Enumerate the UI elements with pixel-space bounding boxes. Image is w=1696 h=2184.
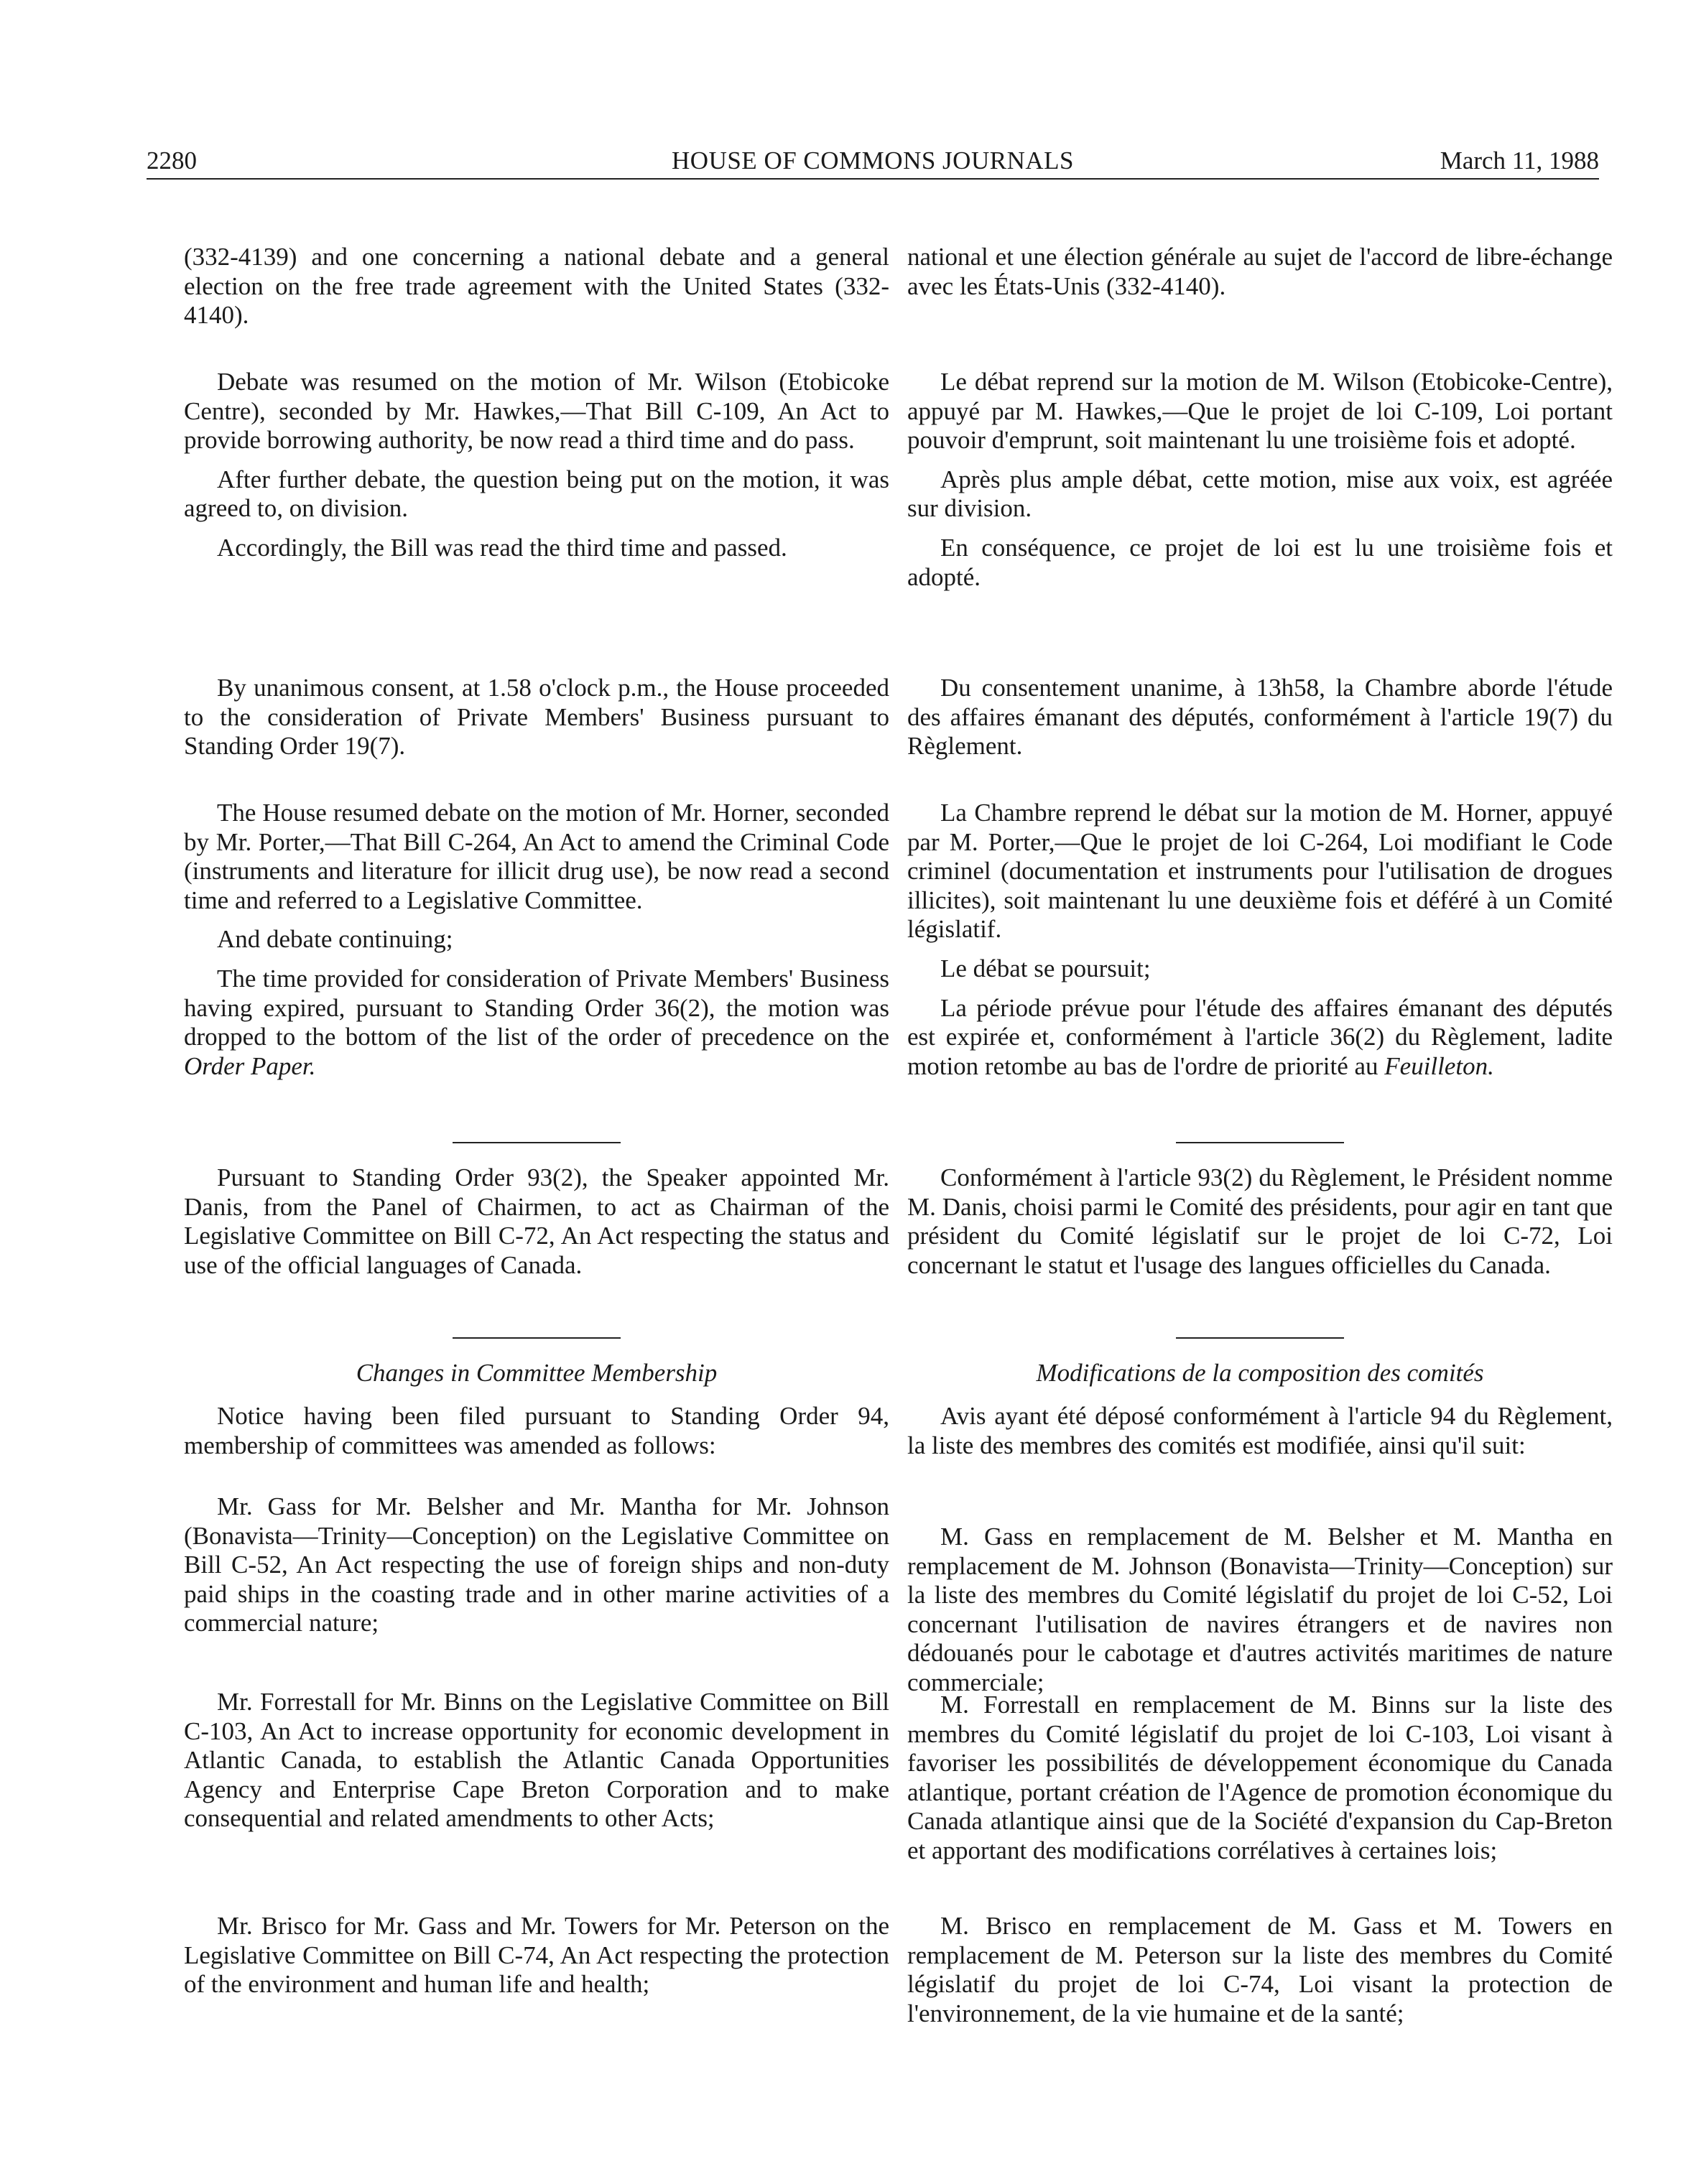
- en-divider-1: [453, 1142, 621, 1143]
- fr-notice-paragraph: Avis ayant été déposé conformément à l'article 94 du Règlement, la liste des membres des comités est modifiée, ainsi qu'il suit:: [907, 1402, 1613, 1459]
- en-c74-block: [184, 1912, 889, 1999]
- en-continuation-paragraph: (332-4139) and one concerning a national debate and a general election on the free trade agreement with the United States (332-4140).: [184, 243, 889, 330]
- en-order-paper-italic: Order Paper.: [184, 1051, 316, 1080]
- fr-c74-membership-paragraph: M. Brisco en remplacement de M. Gass et M. Towers en remplacement de M. Peterson sur la liste des membres du Comité législatif du projet de loi C-74, Loi visant la protection de l'environnement, de la vie humaine et de la santé;: [907, 1912, 1613, 2027]
- fr-divider-1: [1176, 1142, 1344, 1143]
- en-bill-c109-block: [184, 368, 889, 563]
- en-bill-passed-paragraph: Accordingly, the Bill was read the third time and passed.: [217, 533, 787, 562]
- journal-date: March 11, 1988: [1440, 147, 1599, 175]
- fr-continuation-block: [907, 243, 1613, 301]
- en-bill-c264-block: [184, 799, 889, 1081]
- fr-c52-membership-paragraph: M. Gass en remplacement de M. Belsher et M. Mantha en remplacement de M. Johnson (Bonavista—Trinity—Conception) sur la liste des membres du Comité législatif du projet de loi C-52, Loi concernant l'utilisation de navires étrangers et de navires non dédouanés pour le cabotage et d'autres activités maritimes de nature commerciale;: [907, 1523, 1613, 1696]
- en-debate-continuing-paragraph: And debate continuing;: [217, 925, 453, 954]
- en-c103-block: [184, 1688, 889, 1834]
- fr-chairman-appointment-paragraph: Conformément à l'article 93(2) du Règlement, le Président nomme M. Danis, choisi parmi le Comité des présidents, pour agir en tant que président du Comité législatif sur le projet de loi C-72, Loi concernant le statut et l'usage des langues officielles du Canada.: [907, 1163, 1613, 1279]
- fr-unanimous-consent-paragraph: Du consentement unanime, à 13h58, la Chambre aborde l'étude des affaires émanant des députés, conformément à l'article 19(7) du Règlement.: [907, 674, 1613, 761]
- page-number: 2280: [147, 147, 197, 175]
- fr-c74-block: [907, 1912, 1613, 2028]
- en-chairman-appointment-paragraph: Pursuant to Standing Order 93(2), the Speaker appointed Mr. Danis, from the Panel of Chairmen, to act as Chairman of the Legislative Committee on Bill C-72, An Act respecting the status and use of the official languages of Canada.: [184, 1163, 889, 1279]
- fr-bill-c264-block: [907, 799, 1613, 1081]
- en-section-heading: Changes in Committee Membership: [356, 1359, 718, 1387]
- journal-title: HOUSE OF COMMONS JOURNALS: [672, 147, 1074, 175]
- en-c103-membership-paragraph: Mr. Forrestall for Mr. Binns on the Legislative Committee on Bill C-103, An Act to increase opportunity for economic development in Atlantic Canada, to establish the Atlantic Canada Opportunities Agency and Enterprise Cape Breton Corporation and to make consequential and related amendments to other Acts;: [184, 1688, 889, 1833]
- fr-debate-resumed-paragraph: Le débat reprend sur la motion de M. Wilson (Etobicoke-Centre), appuyé par M. Hawkes,—Que le projet de loi C-109, Loi portant pouvoir d'emprunt, soit maintenant lu une troisième fois et adopté.: [907, 368, 1613, 455]
- en-unanimous-consent-paragraph: By unanimous consent, at 1.58 o'clock p.m., the House proceeded to the consideration of Private Members' Business pursuant to Standing Order 19(7).: [184, 674, 889, 761]
- fr-time-expired-paragraph: [907, 994, 1613, 1082]
- fr-time-expired-text: La période prévue pour l'étude des affaires émanant des députés est expirée et, conformément à l'article 36(2) du Règlement, ladite motion retombe au bas de l'ordre de priorité au: [907, 993, 1613, 1080]
- fr-section-heading: Modifications de la composition des comités: [1036, 1359, 1484, 1387]
- fr-feuilleton-italic: Feuilleton.: [1384, 1051, 1494, 1080]
- en-divider-2: [453, 1337, 621, 1339]
- fr-c52-block: [907, 1523, 1613, 1698]
- fr-continuation-paragraph: national et une élection générale au sujet de l'accord de libre-échange avec les États-Unis (332-4140).: [907, 243, 1613, 300]
- fr-question-agreed-paragraph: Après plus ample débat, cette motion, mise aux voix, est agréée sur division.: [907, 465, 1613, 523]
- fr-bill-passed-paragraph: En conséquence, ce projet de loi est lu une troisième fois et adopté.: [907, 533, 1613, 591]
- fr-chairman-block: [907, 1163, 1613, 1280]
- en-c74-membership-paragraph: Mr. Brisco for Mr. Gass and Mr. Towers for Mr. Peterson on the Legislative Committee on Bill C-74, An Act respecting the protection of the environment and human life and health;: [184, 1912, 889, 1999]
- fr-c103-block: [907, 1691, 1613, 1866]
- fr-debate-continuing-paragraph: Le débat se poursuit;: [940, 954, 1151, 982]
- fr-horner-motion-paragraph: La Chambre reprend le débat sur la motion de M. Horner, appuyé par M. Porter,—Que le projet de loi C-264, Loi modifiant le Code criminel (documentation et instruments pour l'utilisation de drogues illicites), soit maintenant lu une deuxième fois et déféré à un Comité législatif.: [907, 799, 1613, 944]
- en-c52-membership-paragraph: Mr. Gass for Mr. Belsher and Mr. Mantha for Mr. Johnson (Bonavista—Trinity—Conception) on the Legislative Committee on Bill C-52, An Act respecting the use of foreign ships and non-duty paid ships in the coasting trade and in other marine activities of a commercial nature;: [184, 1492, 889, 1637]
- en-time-expired-text: The time provided for consideration of Private Members' Business having expired, pursuant to Standing Order 36(2), the motion was dropped to the bottom of the list of the order of precedence on the: [184, 964, 889, 1051]
- en-committee-changes-block: [184, 1359, 889, 1460]
- en-notice-paragraph: Notice having been filed pursuant to Standing Order 94, membership of committees was amended as follows:: [184, 1402, 889, 1459]
- en-horner-motion-paragraph: The House resumed debate on the motion of Mr. Horner, seconded by Mr. Porter,—That Bill C-264, An Act to amend the Criminal Code (instruments and literature for illicit drug use), be now read a second time and referred to a Legislative Committee.: [184, 799, 889, 914]
- en-chairman-block: [184, 1163, 889, 1280]
- fr-divider-2: [1176, 1337, 1344, 1339]
- page-header: [147, 144, 1599, 180]
- en-time-expired-paragraph: [184, 965, 889, 1081]
- en-private-members-block: [184, 674, 889, 761]
- en-c52-block: [184, 1492, 889, 1638]
- en-continuation-block: [184, 243, 889, 330]
- en-debate-resumed-paragraph: Debate was resumed on the motion of Mr. Wilson (Etobicoke Centre), seconded by Mr. Hawkes,—That Bill C-109, An Act to provide borrowing authority, be now read a third time and do pass.: [184, 368, 889, 455]
- en-question-agreed-paragraph: After further debate, the question being put on the motion, it was agreed to, on division.: [184, 465, 889, 523]
- fr-c103-membership-paragraph: M. Forrestall en remplacement de M. Binns sur la liste des membres du Comité législatif du projet de loi C-103, Loi visant à favoriser les possibilités de développement économique du Canada atlantique, portant création de l'Agence de promotion économique du Canada atlantique ainsi que de la Société d'expansion du Cap-Breton et apportant des modifications corrélatives à certaines lois;: [907, 1691, 1613, 1864]
- fr-private-members-block: [907, 674, 1613, 761]
- fr-committee-changes-block: [907, 1359, 1613, 1460]
- fr-bill-c109-block: [907, 368, 1613, 592]
